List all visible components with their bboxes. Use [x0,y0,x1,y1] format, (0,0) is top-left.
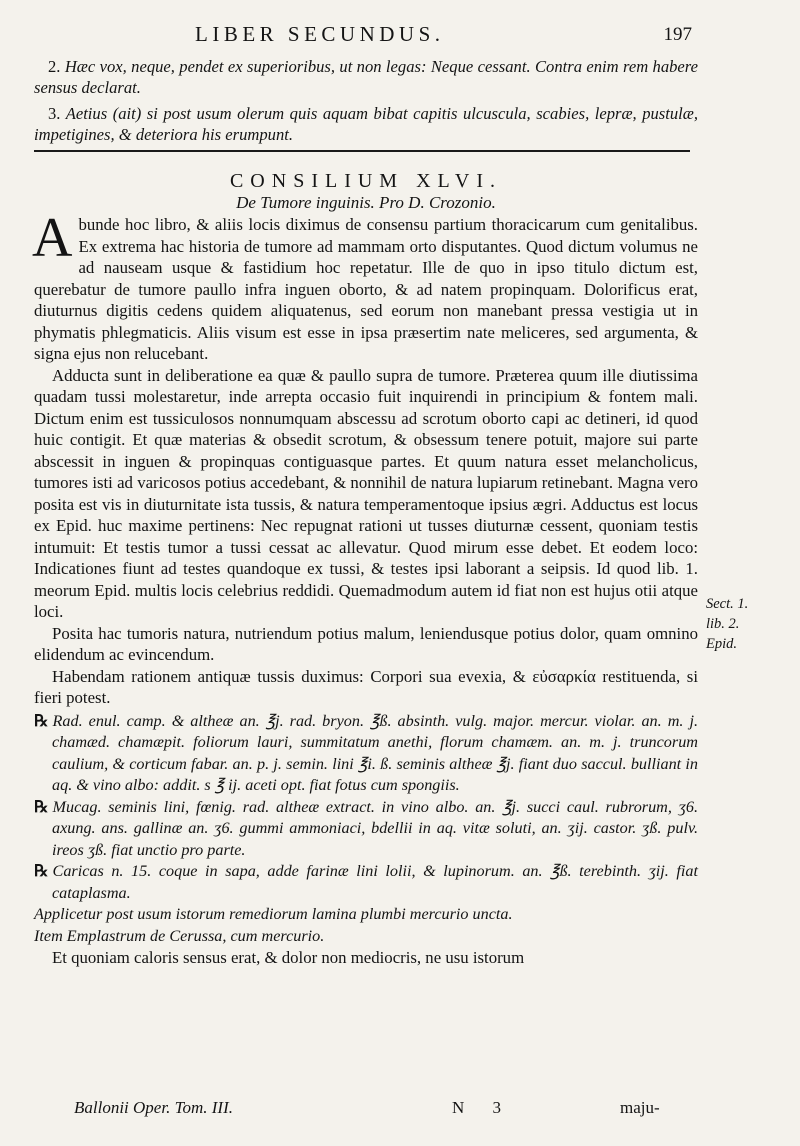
note-text: Aetius (ait) si post usum olerum quis aquam bibat capitis ulcuscula, scabies, lepræ, pustulæ, impetigines, & deteriora his erumpunt. [34,104,698,144]
margin-note-line: Epid. [706,636,738,652]
application-line: Item Emplastrum de Cerussa, cum mercurio. [34,926,325,945]
drop-cap: A [32,207,73,269]
note-text: Hæc vox, neque, pendet ex superioribus, ut non legas: Neque cessant. Contra enim rem habere sensus declarat. [34,57,699,97]
note-number: 3. [48,104,61,123]
consilium-subtitle: De Tumore inguinis. Pro D. Crozonio. [236,193,496,212]
running-title: LIBER SECUNDUS. [195,22,445,46]
paragraph: Posita hac tumoris natura, nutriendum potius malum, leniendusque potius dolor, quam omnino elidendum ac evincendum. [34,623,698,664]
application-line: Applicetur post usum istorum remediorum lamina plumbi mercurio uncta. [34,905,513,923]
margin-note-line: Sect. 1. [706,596,749,612]
consilium-title: CONSILIUM XLVI. [229,170,503,192]
recipe [34,861,698,904]
closing-line: Et quoniam caloris sensus erat, & dolor non mediocris, ne usu istorum [52,948,525,967]
recipe-symbol: ℞ [34,862,49,880]
recipe-text: Rad. enul. camp. & altheæ an. ℥j. rad. bryon. ℥ß. absinth. vulg. major. mercur. violar. an. m. j. chamæd. chamæpit. foliorum lauri, summitatum anethi, florum chamæm. an. m. j. truncorum caulium, & corticum fabar. an. p. j. semin. lini ℥i. ß. seminis altheæ ℥j. fiant duo saccul. bulliant in aq. & vino albo: addit. s ℥ ij. aceti opt. fiat fotus cum spongiis. [52,711,698,794]
footer-source: Ballonii Oper. Tom. III. [74,1098,233,1117]
page-number: 197 [663,24,692,45]
recipe-list [34,711,698,948]
section-divider [34,150,690,152]
recipe-symbol: ℞ [34,711,49,730]
note-item [34,103,698,145]
catchword: maju- [620,1098,660,1117]
note-item [34,56,698,98]
recipe-text: Mucag. seminis lini, fœnig. rad. altheæ extract. in vino albo. an. ℥j. succi caul. rubrorum, ʒ6. axung. ans. gallinæ an. ʒ6. gummi ammoniaci, bdellii in aq. vitæ soluti, an. ʒij. castor. ʒß. pulv. ireos ʒß. fiat unctio pro parte. [52,797,698,859]
recipe-text: Caricas n. 15. coque in sapa, adde farinæ lini lolii, & lupinorum. an. ℥ß. terebinth. ʒij. fiat cataplasma. [52,862,698,902]
recipe [34,797,698,862]
margin-note [706,594,768,654]
page-footer [0,1098,800,1122]
paragraph-text: bunde hoc libro, & aliis locis diximus de consensu partium thoracicarum cum genitalibus. Ex extrema hac historia de tumore ad mammam orto disputantes. Quod dictum volumus ne ad nauseam usque & fastidium hoc repetatur. Ille de quo in ipso titulo dictum est, querebatur de tumore paullo infra inguen oborto, & ad natem propinquam. Dolorificus erat, diuturnus digitis cedens quidem aliquatenus, sed eorum non manebant pressa vestigia ut in phymatis phlegmaticis. Aliis visum est esse in ipsa præsertim nate meliceres, sed argumenta, & signa ejus non relucebant. [34,215,698,363]
paragraph: Habendam rationem antiquæ tussis duximus: Corpori sua evexia, & εὐσαρκία restituenda, si fieri potest. [34,666,698,707]
paragraph [32,207,698,365]
running-head [0,22,800,48]
paragraph: Adducta sunt in deliberatione ea quæ & paullo supra de tumore. Præterea quum ille diutissima quadam tussi molestaretur, inde arrepta occasio fuit inquirendi in principium & fontem mali. Dictum enim est tussiculosos nonnumquam abscessu ad scrotum oborto capi ac detineri, id quod huic contigit. Et quæ materias & obsedit scrotum, & obsessum tenere potuit, majore sui parte abscessit in inguen & propinquas contiguasque partes. Et quum natura esset melancholicus, tumores isti ad varicosos potius accedebant, & nonnihil de natura lupiarum retinebant. Magna vero posita est vis in diuturnitate ista tussis, & natura temperamentoque ipsius ægri. Adductus est locus ex Epid. huc maxime pertinens: Nec repugnat rationi ut tusses diuturnæ cessent, quoniam testis intumuit: Et testis tumor a tussi cessat ac allevatur. Quod mirum esse debet. Et eodem loco: Indicationes fiunt ad testes quandoque ex tussi, & testes ipsi laborant a seipsis. Id quod lib. 1. meorum Epid. multis locis celebrius reddidi. Quemadmodum autem id fiat non est hujus otii atque loci. [34,365,698,621]
footnotes-block [34,56,698,150]
note-number: 2. [48,57,61,76]
recipe-symbol: ℞ [34,797,49,816]
recipe [34,711,698,797]
margin-note-line: lib. 2. [706,616,740,632]
signature-mark: N 3 [452,1098,514,1117]
main-text [32,207,698,969]
